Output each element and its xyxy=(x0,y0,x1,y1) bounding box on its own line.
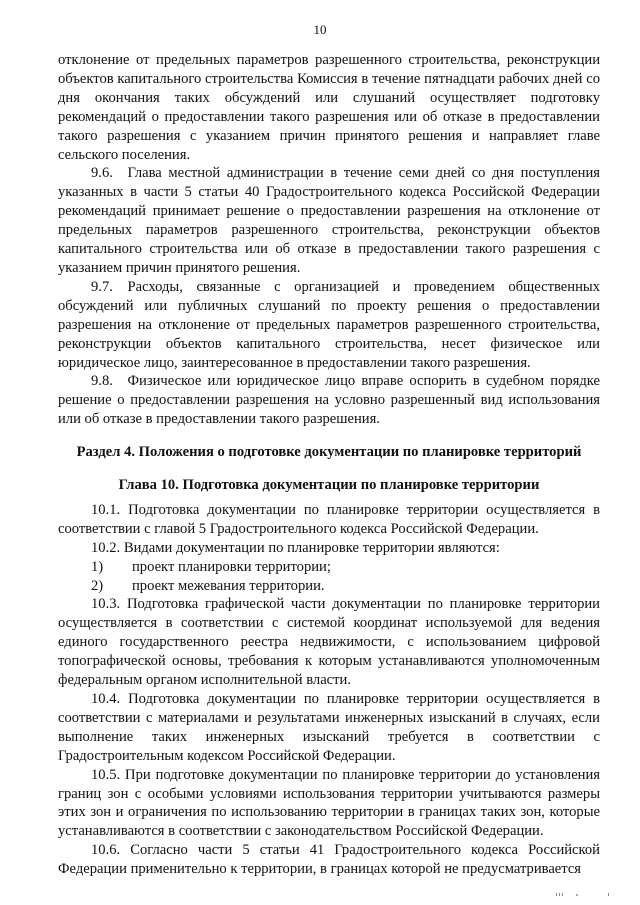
paragraph-10-5: 10.5. При подготовке документации по планировке территории до установления границ зон с особыми условиями использования территории учитываются размеры этих зон и ограничения по использованию территории в границах таких зон, которые устанавливаются в соответствии с законодательством Российской Федерации. xyxy=(58,766,600,840)
paragraph-10-3: 10.3. Подготовка графической части документации по планировке территории осуществляется в соответствии с системой координат используемой для ведения единого государственного реестра недвижимости, с использованием цифровой топографической основы, требования к которым устанавливаются уполномоченным федеральным органом исполнительной власти. xyxy=(58,596,600,689)
section-heading: Раздел 4. Положения о подготовке документации по планировке территорий xyxy=(76,444,582,461)
paragraph-10-6: 10.6. Согласно части 5 статьи 41 Градостроительного кодекса Российской Федерации применительно к территории, в границах которой не предусматривается xyxy=(58,842,600,878)
scan-artifact-icon xyxy=(556,891,616,897)
paragraph-9-7: 9.7. Расходы, связанные с организацией и проведением общественных обсуждений или публичных слушаний по проекту решения о предоставлении разрешения на отклонение от предельных параметров разрешенного строительства, реконструкции объектов капитального строительства, несет физическое или юридическое лицо, заинтересованное в предоставлении такого разрешения. xyxy=(58,278,600,371)
page-number: 10 xyxy=(313,22,327,37)
paragraph-10-4: 10.4. Подготовка документации по планировке территории осуществляется в соответствии с материалами и результатами инженерных изысканий в случаях, если выполнение таких инженерных изысканий требуется в соответствии с Градостроительным кодексом Российской Федерации. xyxy=(58,691,600,764)
list-text: проект планировки территории; xyxy=(132,558,331,575)
document-body xyxy=(58,51,600,879)
list-item xyxy=(58,558,600,577)
list-number: 2) xyxy=(91,577,104,594)
paragraph-9-5-continued: отклонение от предельных параметров разрешенного строительства, реконструкции объектов капитального строительства Комиссия в течение пятнадцати рабочих дней со дня окончания таких обсуждений или слушаний осуществляет подготовку рекомендаций о предоставлении такого разрешения или об отказе в предоставлении такого разрешения с указанием причин принятого решения и направляет главе сельского поселения. xyxy=(58,52,600,163)
list-number: 1) xyxy=(91,558,104,575)
paragraph-9-6: 9.6. Глава местной администрации в течение семи дней со дня поступления указанных в части 5 статьи 40 Градостроительного кодекса Российской Федерации рекомендаций принимает решение о предоставлении разрешения на отклонение от предельных параметров разрешенного строительства, реконструкции объектов капитального строительства или об отказе в предоставлении такого разрешения с указанием причин принятого решения. xyxy=(58,165,600,276)
scan-footer-mark xyxy=(556,891,616,899)
paragraph-9-8: 9.8. Физическое или юридическое лицо вправе оспорить в судебном порядке решение о предоставлении разрешения на условно разрешенный вид использования или об отказе в предоставлении такого разрешения. xyxy=(58,373,600,428)
list-text: проект межевания территории. xyxy=(132,577,325,594)
list-item xyxy=(58,577,600,596)
paragraph-10-2: 10.2. Видами документации по планировке территории являются: xyxy=(91,539,500,556)
paragraph-10-1: 10.1. Подготовка документации по планировке территории осуществляется в соответствии с главой 5 Градостроительного кодекса Российской Федерации. xyxy=(58,501,600,537)
chapter-heading: Глава 10. Подготовка документации по планировке территории xyxy=(118,477,540,494)
